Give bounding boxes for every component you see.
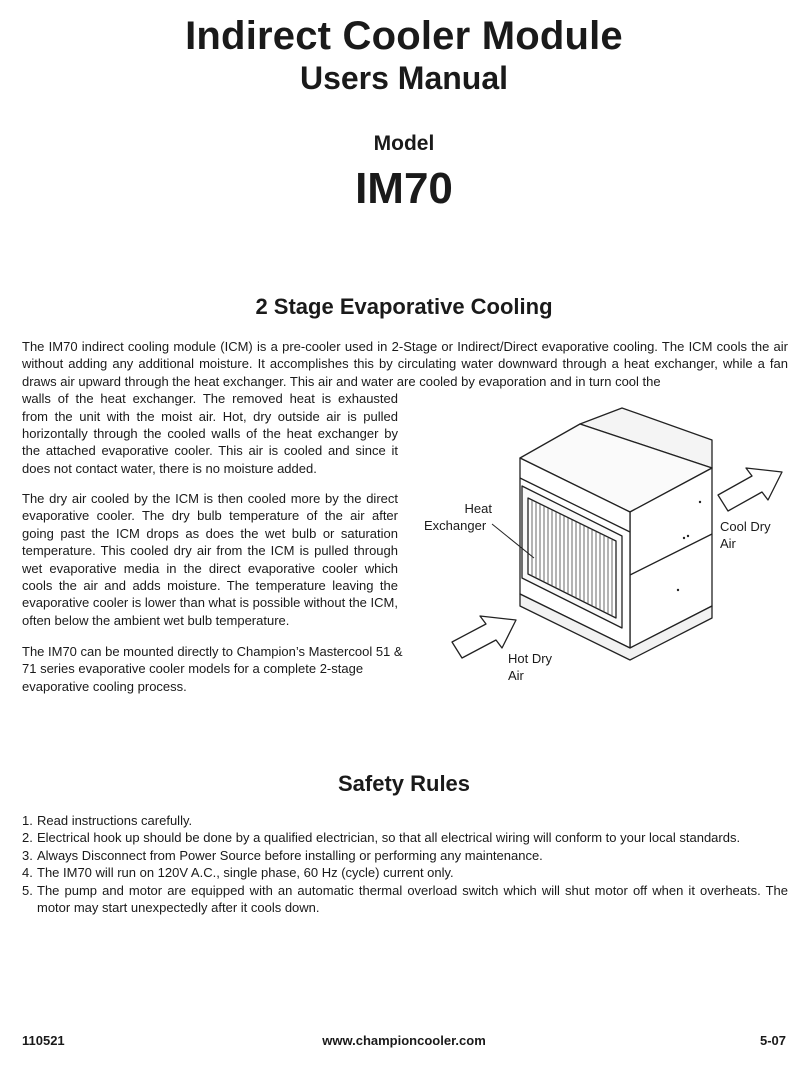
model-number: IM70 xyxy=(355,164,453,213)
label-hot-air: Air xyxy=(508,668,524,683)
document-subtitle: Users Manual xyxy=(299,60,509,96)
safety-rules-list xyxy=(22,812,788,916)
section-heading-cooling: 2 Stage Evaporative Cooling xyxy=(255,294,553,319)
footer-revision: 5-07 xyxy=(759,1033,786,1048)
rule-text: Electrical hook up should be done by a qualified electrician, so that all electrical wiring will conform to your local standards. xyxy=(37,830,741,846)
rule-number: 2. xyxy=(22,830,33,846)
footer-url[interactable]: www.championcooler.com xyxy=(322,1033,486,1048)
paragraph-dry-air: The dry air cooled by the ICM is then cooled more by the direct evaporative cooler. The dry bulb temperature of the air after going past the ICM drops as does the wet bulb or saturation temperature. This cooled dry air from the ICM is pulled through wet evaporative media in the direct evaporative cooler which cools the air and adds moisture. The temperature leaving the evaporative cooler is lower than what is possible without the ICM, often below the ambient wet bulb temperature. xyxy=(22,491,398,628)
paragraph-mounting: The IM70 can be mounted directly to Champion’s Mastercool 51 & 71 series evaporative cooler models for a complete 2-stage evaporative cooling process. xyxy=(22,644,403,694)
rule-text: The pump and motor are equipped with an automatic thermal overload switch which will shut motor off when it overheats. The motor may start unexpectedly after it cools down. xyxy=(37,882,788,916)
paragraph-intro-part-a: The IM70 indirect cooling module (ICM) is a pre-cooler used in 2-Stage or Indirect/Direct evaporative cooling. The ICM cools the air without adding any additional moisture. It accomplishes this by circulating water downward through a heat exchanger, while a fan draws air upward through the heat exchanger. This air and water are cooled by evaporation and in turn cool the xyxy=(22,339,788,389)
cooler-diagram xyxy=(412,390,792,690)
list-item xyxy=(22,847,788,864)
rule-number: 5. xyxy=(22,882,33,898)
label-heat: Heat xyxy=(464,501,492,516)
label-hot-dry: Hot Dry xyxy=(508,651,553,666)
list-item xyxy=(22,812,788,829)
section-heading-safety: Safety Rules xyxy=(337,771,471,796)
rule-text: The IM70 will run on 120V A.C., single phase, 60 Hz (cycle) current only. xyxy=(37,865,454,881)
document-title: Indirect Cooler Module xyxy=(185,14,623,58)
hot-air-arrow-icon xyxy=(452,616,516,658)
label-cool-air: Air xyxy=(720,536,736,551)
cool-air-arrow-icon xyxy=(718,468,782,511)
list-item xyxy=(22,829,788,846)
label-cool-dry: Cool Dry xyxy=(720,519,771,534)
rule-number: 1. xyxy=(22,813,33,828)
rule-text: Read instructions carefully. xyxy=(37,813,193,828)
list-item xyxy=(22,864,788,881)
rule-number: 4. xyxy=(22,865,33,881)
footer-code: 110521 xyxy=(22,1033,65,1048)
rule-text: Always Disconnect from Power Source before installing or performing any maintenance. xyxy=(37,847,543,863)
rule-number: 3. xyxy=(22,847,33,863)
paragraph-intro-part-b: walls of the heat exchanger. The removed heat is exhausted from the unit with the moist air. Hot, dry outside air is pulled horizontally through the cooled walls of the heat exchanger by the attached evaporative cooler. This air is cooled and since it does not contact water, there is no moisture added. xyxy=(22,391,398,476)
label-exchanger: Exchanger xyxy=(424,518,487,533)
list-item xyxy=(22,882,788,917)
model-label: Model xyxy=(373,132,435,155)
